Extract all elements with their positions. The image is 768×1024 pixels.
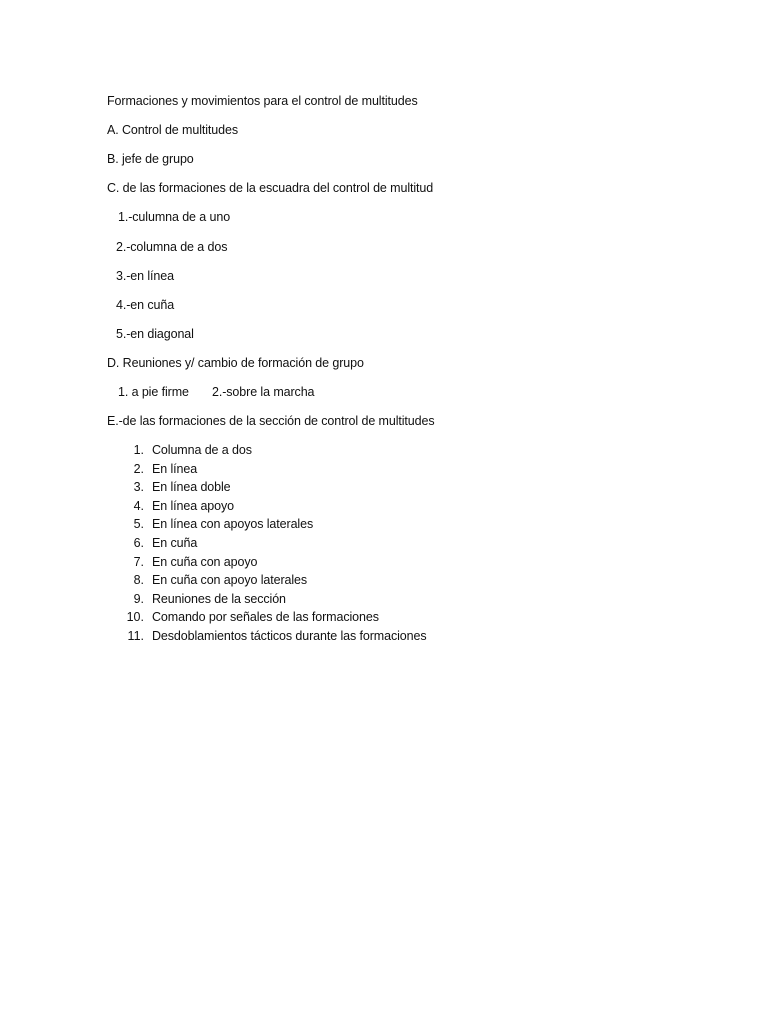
section-e-heading: E.-de las formaciones de la sección de control de multitudes xyxy=(107,414,435,428)
list-item-number: 1. xyxy=(133,443,144,457)
document-title: Formaciones y movimientos para el control de multitudes xyxy=(107,94,418,108)
list-item: En línea apoyo xyxy=(152,499,234,513)
list-item: En línea xyxy=(152,462,198,476)
section-d-heading: D. Reuniones y/ cambio de formación de grupo xyxy=(107,356,364,370)
list-item-number: 6. xyxy=(133,536,144,550)
list-item-number: 5. xyxy=(133,517,144,531)
list-item-number: 4. xyxy=(133,499,144,513)
list-item-number: 9. xyxy=(133,592,144,606)
list-item: Reuniones de la sección xyxy=(152,592,286,606)
list-item: En cuña con apoyo laterales xyxy=(152,573,308,587)
section-c-item: 5.-en diagonal xyxy=(116,327,194,341)
list-item: En cuña xyxy=(152,536,198,550)
list-item-number: 11. xyxy=(127,629,144,643)
section-a-heading: A. Control de multitudes xyxy=(107,123,238,137)
list-item: Columna de a dos xyxy=(152,443,252,457)
section-c-item: 1.-culumna de a uno xyxy=(118,210,231,224)
section-c-item: 3.-en línea xyxy=(116,269,174,283)
list-item-number: 8. xyxy=(133,573,144,587)
section-d-item: 2.-sobre la marcha xyxy=(212,385,315,399)
section-d-item: 1. a pie firme xyxy=(118,385,189,399)
list-item-number: 2. xyxy=(133,462,144,476)
section-c-item: 2.-columna de a dos xyxy=(116,240,228,254)
list-item-number: 7. xyxy=(133,555,144,569)
section-c-heading: C. de las formaciones de la escuadra del control de multitud xyxy=(107,181,434,195)
list-item: Comando por señales de las formaciones xyxy=(152,610,379,624)
list-item-number: 10. xyxy=(126,610,144,624)
section-b-heading: B. jefe de grupo xyxy=(107,152,194,166)
list-item: En línea con apoyos laterales xyxy=(152,517,314,531)
list-item: En cuña con apoyo xyxy=(152,555,258,569)
list-item: En línea doble xyxy=(152,480,231,494)
list-item: Desdoblamientos tácticos durante las formaciones xyxy=(152,629,427,643)
section-c-item: 4.-en cuña xyxy=(116,298,175,312)
list-item-number: 3. xyxy=(133,480,144,494)
